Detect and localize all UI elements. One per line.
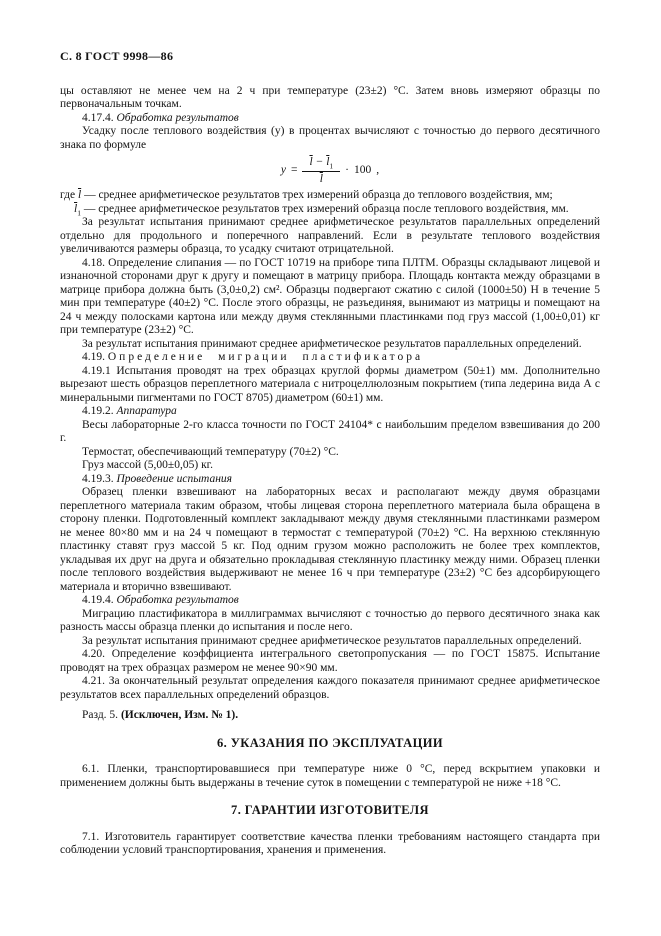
formula-comma: , [376, 164, 380, 177]
formula-equals: = [290, 164, 298, 177]
page-header: С. 8 ГОСТ 9998—86 [60, 49, 174, 63]
formula-numerator [302, 156, 340, 172]
formula-denominator [302, 172, 340, 187]
para-7-1: 7.1. Изготовитель гарантирует соответствие качества пленки требованиям настоящего стандарта при соблюдении условий транспортирования, хранения и применения. [60, 830, 600, 856]
legend-symbol-l1-bar: $\overline{l}$ [74, 202, 78, 215]
heading-title: Аппаратура [116, 405, 177, 417]
heading-4-19-3 [60, 473, 600, 487]
legend-dash: — [83, 202, 96, 215]
heading-number: 4.17.4. [82, 111, 114, 124]
heading-number: 4.19.3. [82, 472, 114, 485]
para-section-5-excluded [60, 709, 600, 723]
para-continuation: цы оставляют не менее чем на 2 ч при температуре (23±2) °С. Затем вновь измеряют образцы по первоначальным точкам. [60, 84, 600, 110]
formula-dot: · [345, 164, 349, 177]
formula-legend-line-2 [60, 203, 600, 217]
formula-factor: 100 [354, 164, 372, 177]
razd-prefix: Разд. 5. [82, 709, 119, 721]
legend-text: среднее арифметическое результатов трех измерений образца после теплового воздействия, мм. [98, 202, 569, 215]
para-4-19-1: 4.19.1 Испытания проводят на трех образцах круглой формы диаметром (50±1) мм. Дополнительно вырезают шесть образцов переплетного материала с нитроцеллюлозным покрытием (типа ледерина вида А с минеральными пигментами по ГОСТ 8705) диаметром (60±1) мм. [60, 364, 600, 404]
legend-dash: — [84, 189, 96, 201]
formula [60, 156, 600, 186]
heading-4-19 [60, 351, 600, 365]
heading-title: Обработка результатов [116, 594, 239, 606]
para-result-2: За результат испытания принимают среднее арифметическое результатов параллельных определений. [82, 337, 582, 350]
heading-4-19-2 [60, 405, 600, 419]
para-4-19-4-body: Миграцию пластификатора в миллиграммах вычисляют с точностью до первого десятичного знака как разность массы образца пленки до испытания и после него. [60, 607, 600, 633]
heading-number: 4.19. [82, 351, 105, 363]
chapter-heading-7: 7. ГАРАНТИИ ИЗГОТОВИТЕЛЯ [231, 803, 429, 817]
para-result-3: За результат испытания принимают среднее арифметическое результатов параллельных определений. [82, 634, 582, 647]
formula-variable: y [280, 164, 286, 177]
formula-legend-line-1 [60, 189, 600, 203]
heading-number: 4.19.4. [82, 594, 114, 606]
heading-4-19-4 [60, 594, 600, 608]
chapter-heading-6: 6. УКАЗАНИЯ ПО ЭКСПЛУАТАЦИИ [217, 735, 443, 750]
para-scales: Весы лабораторные 2-го класса точности по ГОСТ 24104* с наибольшим пределом взвешивания до 200 г. [60, 418, 600, 444]
heading-4-17-4 [60, 112, 600, 126]
para-result-1: За результат испытания принимают среднее арифметическое результатов параллельных определений отдельно для продольного и поперечного направлений. Если в результате теплового воздействия увеличиваются размеры образца, то усадку считают отрицательной. [60, 216, 600, 255]
heading-number: 4.19.2. [82, 405, 114, 417]
legend-pre: где [60, 189, 76, 201]
para-4-20: 4.20. Определение коэффициента интегрального светопропускания — по ГОСТ 15875. Испытание проводят на трех образцах размером не менее 90×90 мм. [60, 648, 600, 674]
heading-title: Определение миграции пластификатора [107, 351, 424, 363]
formula-l-bar: $\overline{l}$ [309, 156, 313, 168]
para-thermostat: Термостат, обеспечивающий температуру (70±2) °С. [82, 445, 339, 458]
legend-symbol-l-bar: $\overline{l}$ [77, 189, 82, 201]
para-weight: Груз массой (5,00±0,05) кг. [82, 459, 213, 471]
para-4-18: 4.18. Определение слипания — по ГОСТ 10719 на приборе типа ПЛТМ. Образцы складывают лицевой и изнаночной сторонами друг к другу и помещают в матрицу прибора. Площадь контакта между образцами в матрице прибора должна быть (3,0±0,2) см². Образцы подвергают сжатию с силой (1000±50) Н в течение 5 мин при температуре (40±2) °С. После этого образцы, не разъединяя, вынимают из матрицы и помещают на 24 ч между полосками картона или между двумя стеклянными пластинками под груз массой (1,00±0,01) кг при температуре (23±2) °С. [60, 256, 600, 336]
para-4-19-3-body: Образец пленки взвешивают на лабораторных весах и располагают между двумя образцами переплетного материала таким образом, чтобы лицевая сторона переплетного материала была обращена в сторону пленки. Подготовленный комплект закладывают между двумя стеклянными пластинками размером не менее 80×80 мм и на 24 ч помещают в термостат с температурой (70±2) °С. На верхнюю стеклянную пластинку ставят груз массой 5 кг. Под одним грузом можно расположить не более трех комплектов, укладывая их друг на друга и обязательно прокладывая стеклянную пластинку между ними. Образец пленки после теплового воздействия выдерживают не менее 16 ч при температуре (23±2) °С без адсорбирующего материала и вторично взвешивают. [60, 486, 600, 593]
formula-fraction [302, 156, 340, 186]
heading-title: Проведение испытания [116, 472, 232, 485]
para-4-17-4-body: Усадку после теплового воздействия (у) в процентах вычисляют с точностью до первого десятичного знака по формуле [60, 125, 600, 151]
heading-title: Обработка результатов [116, 111, 239, 124]
formula-l1-bar: $\overline{l}$ [326, 156, 330, 168]
formula-subscript: 1 [329, 161, 334, 171]
legend-subscript: 1 [77, 207, 81, 217]
legend-text: среднее арифметическое результатов трех измерений образца до теплового воздействия, мм; [98, 189, 553, 201]
formula-minus: − [315, 156, 324, 168]
para-6-1: 6.1. Пленки, транспортировавшиеся при температуре ниже 0 °С, перед вскрытием упаковки и применением должны быть выдержаны в течение суток в помещении с температурой не ниже +18 °С. [60, 763, 600, 789]
para-4-21: 4.21. За окончательный результат определения каждого показателя принимают среднее арифметическое результатов всех параллельных определений образцов. [60, 675, 600, 701]
formula-l-bar-den: l [319, 172, 323, 185]
razd-note: (Исключен, Изм. № 1). [120, 709, 239, 721]
